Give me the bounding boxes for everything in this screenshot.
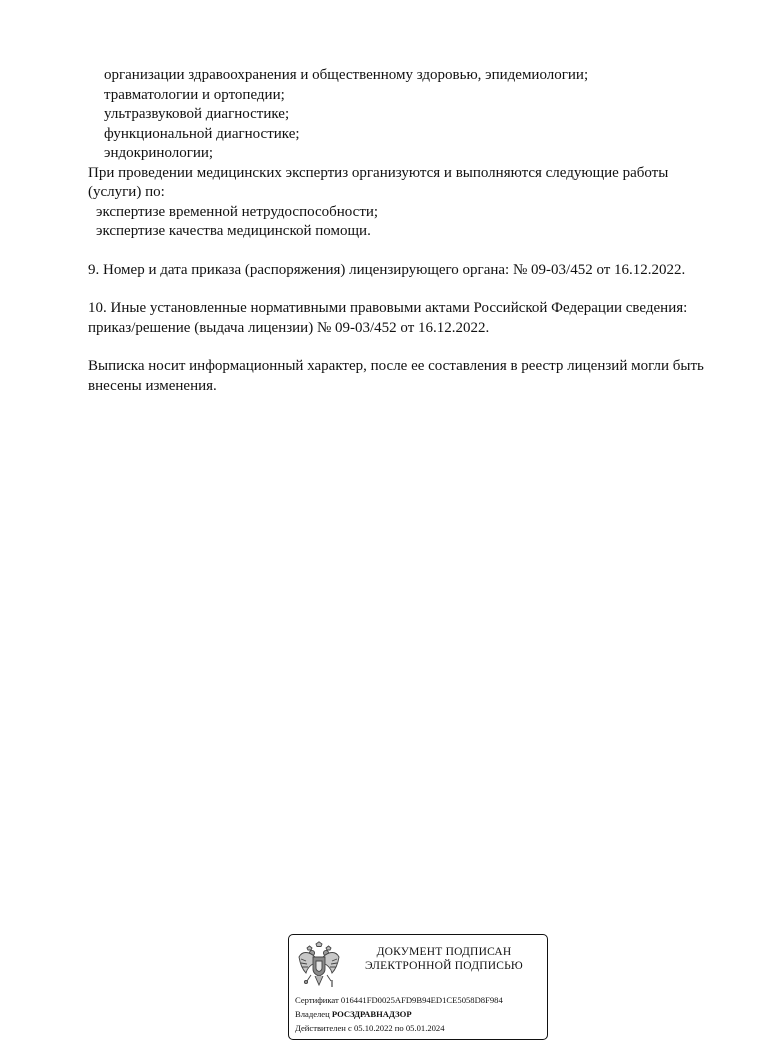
list-item: ультразвуковой диагностике;	[104, 106, 290, 122]
expertise-intro-continued: (услуги) по:	[88, 184, 165, 200]
spacer	[88, 242, 748, 261]
owner-value: РОСЗДРАВНАДЗОР	[331, 1009, 412, 1019]
certificate-row	[295, 993, 543, 1007]
expertise-intro: При проведении медицинских экспертиз организуются и выполняются следующие работы	[88, 164, 669, 181]
stamp-title-line-1: ДОКУМЕНТ ПОДПИСАН	[376, 946, 512, 958]
spacer	[88, 280, 748, 299]
stamp-details	[295, 993, 543, 1035]
certificate-value: 016441FD0025AFD9B94ED1CE5058D8F984	[340, 995, 503, 1005]
stamp-title-line-2: ЭЛЕКТРОННОЙ ПОДПИСЬЮ	[365, 960, 523, 972]
russian-coat-of-arms-icon	[297, 941, 341, 989]
list-item: травматологии и ортопедии;	[104, 86, 285, 103]
section-9-order-number: 9. Номер и дата приказа (распоряжения) лицензирующего органа: № 09-03/452 от 16.12.2022.	[88, 261, 686, 278]
stamp-title	[345, 945, 543, 973]
section-10-other-info-continued: приказ/решение (выдача лицензии) № 09-03/452 от 16.12.2022.	[88, 319, 490, 336]
validity-row: Действителен с 05.10.2022 по 05.01.2024	[295, 1023, 445, 1033]
spacer	[88, 338, 748, 357]
expertise-item: экспертизе качества медицинской помощи.	[96, 223, 371, 239]
disclaimer-continued: внесены изменения.	[88, 377, 217, 394]
expertise-item: экспертизе временной нетрудоспособности;	[96, 203, 379, 220]
list-item: эндокринологии;	[104, 145, 214, 161]
document-body	[88, 66, 748, 396]
section-10-other-info: 10. Иные установленные нормативными правовыми актами Российской Федерации сведения:	[88, 300, 688, 316]
owner-row	[295, 1007, 543, 1021]
owner-label: Владелец	[295, 1009, 330, 1019]
disclaimer: Выписка носит информационный характер, после ее составления в реестр лицензий могли быть	[88, 358, 704, 374]
list-item: функциональной диагностике;	[104, 125, 300, 142]
list-item: организации здравоохранения и общественному здоровью, эпидемиологии;	[104, 67, 589, 83]
certificate-label: Сертификат	[295, 995, 339, 1005]
electronic-signature-stamp	[288, 934, 548, 1040]
